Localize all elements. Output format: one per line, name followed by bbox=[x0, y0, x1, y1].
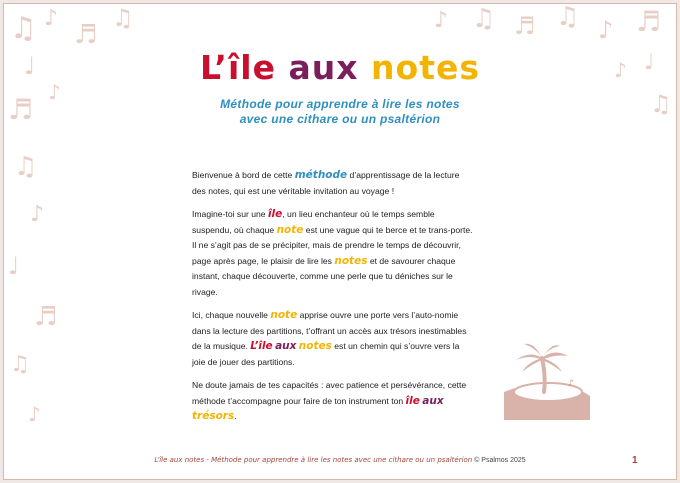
highlight-aux: aux bbox=[275, 340, 297, 352]
music-note-icon: ♬ bbox=[8, 93, 34, 126]
footer bbox=[4, 456, 676, 464]
subtitle-line-2: avec une cithare ou un psaltérion bbox=[239, 112, 441, 126]
music-note-icon: ♩ bbox=[24, 52, 36, 80]
music-note-icon: ♩ bbox=[644, 50, 655, 75]
highlight-ile: L’île bbox=[250, 340, 273, 352]
highlight-aux: aux bbox=[422, 394, 444, 407]
footer-title: L’île aux notes - Méthode pour apprendre à lire les notes avec une cithare ou un psaltérion bbox=[154, 456, 473, 464]
music-note-icon: ♪ bbox=[598, 16, 614, 44]
title-word-notes: notes bbox=[371, 48, 480, 87]
paragraph-4 bbox=[192, 378, 474, 425]
text-run: d’apprentissage de la lecture des notes, qui est une véritable invitation au voyage ! bbox=[192, 170, 460, 196]
text-run: Bienvenue à bord de cette bbox=[192, 170, 295, 180]
music-note-icon: ♩ bbox=[8, 252, 20, 280]
highlight-note: note bbox=[276, 223, 304, 236]
paragraph-3 bbox=[192, 308, 474, 370]
highlight-notes: notes bbox=[334, 254, 368, 267]
music-note-icon: ♬ bbox=[34, 302, 58, 332]
highlight-note: note bbox=[270, 309, 298, 321]
music-note-icon: ♪ bbox=[48, 80, 61, 104]
svg-text:♪: ♪ bbox=[568, 379, 574, 389]
footer-copyright: © Psalmos 2025 bbox=[474, 457, 526, 464]
paragraph-2 bbox=[192, 207, 474, 300]
text-run: . bbox=[234, 411, 237, 421]
music-note-icon: ♪ bbox=[28, 402, 41, 426]
text-run: et de savourer chaque instant, chaque découverte, comme une perle que tu déniches sur le rivage. bbox=[192, 255, 456, 297]
music-note-icon: ♪ bbox=[434, 8, 449, 33]
page bbox=[3, 3, 677, 480]
highlight-notes: notes bbox=[298, 340, 332, 352]
highlight-methode: méthode bbox=[294, 169, 348, 181]
text-run: Ici, chaque nouvelle bbox=[192, 310, 271, 320]
subtitle-line-1: Méthode pour apprendre à lire les notes bbox=[220, 97, 460, 111]
music-note-icon: ♪ bbox=[44, 6, 59, 31]
title-word-ile: L’île bbox=[199, 48, 276, 87]
text-run: , un lieu enchanteur où le temps semble suspendu, où chaque bbox=[192, 209, 435, 235]
text-run: Imagine-toi sur une bbox=[192, 209, 268, 219]
music-note-icon: ♪ bbox=[30, 202, 45, 227]
music-note-icon: ♬ bbox=[514, 12, 536, 40]
music-note-icon: ♬ bbox=[74, 20, 98, 50]
subtitle bbox=[4, 93, 676, 127]
music-note-icon: ♫ bbox=[472, 4, 496, 34]
text-run: est un chemin qui s’ouvre vers la joie de jouer des partitions. bbox=[192, 341, 460, 367]
paragraph-1 bbox=[192, 168, 474, 199]
highlight-tresors: trésors bbox=[192, 410, 235, 422]
highlight-ile: île bbox=[267, 208, 283, 220]
music-note-icon: ♫ bbox=[10, 11, 37, 46]
music-note-icon: ♫ bbox=[650, 90, 672, 118]
music-note-icon: ♫ bbox=[112, 4, 134, 32]
text-run: est une vague qui te berce et te trans-porte. Il ne s’agit pas de se précipiter, mais de prendre le temps de découvrir, page après page, le plaisir de lire les bbox=[192, 224, 473, 266]
text-run: Ne doute jamais de tes capacités : avec patience et persévérance, cette méthode t’accompagne pour faire de ton instrument ton bbox=[192, 380, 467, 406]
title-word-aux: aux bbox=[288, 48, 359, 87]
text-run: apprise ouvre une porte vers l’auto-nomie dans la lecture des partitions, t’offrant un accès aux trésors inestimables de la musique. bbox=[192, 310, 467, 351]
music-note-icon: ♫ bbox=[14, 152, 38, 182]
palm-island-icon bbox=[502, 340, 592, 420]
music-note-icon: ♪ bbox=[614, 58, 627, 82]
music-note-icon: ♬ bbox=[636, 5, 662, 38]
music-note-icon: ♫ bbox=[556, 3, 580, 32]
page-number: 1 bbox=[632, 455, 638, 466]
highlight-ile: île bbox=[405, 394, 420, 407]
intro-text bbox=[192, 168, 474, 433]
music-note-icon: ♫ bbox=[10, 352, 30, 377]
page-title bbox=[4, 48, 676, 87]
